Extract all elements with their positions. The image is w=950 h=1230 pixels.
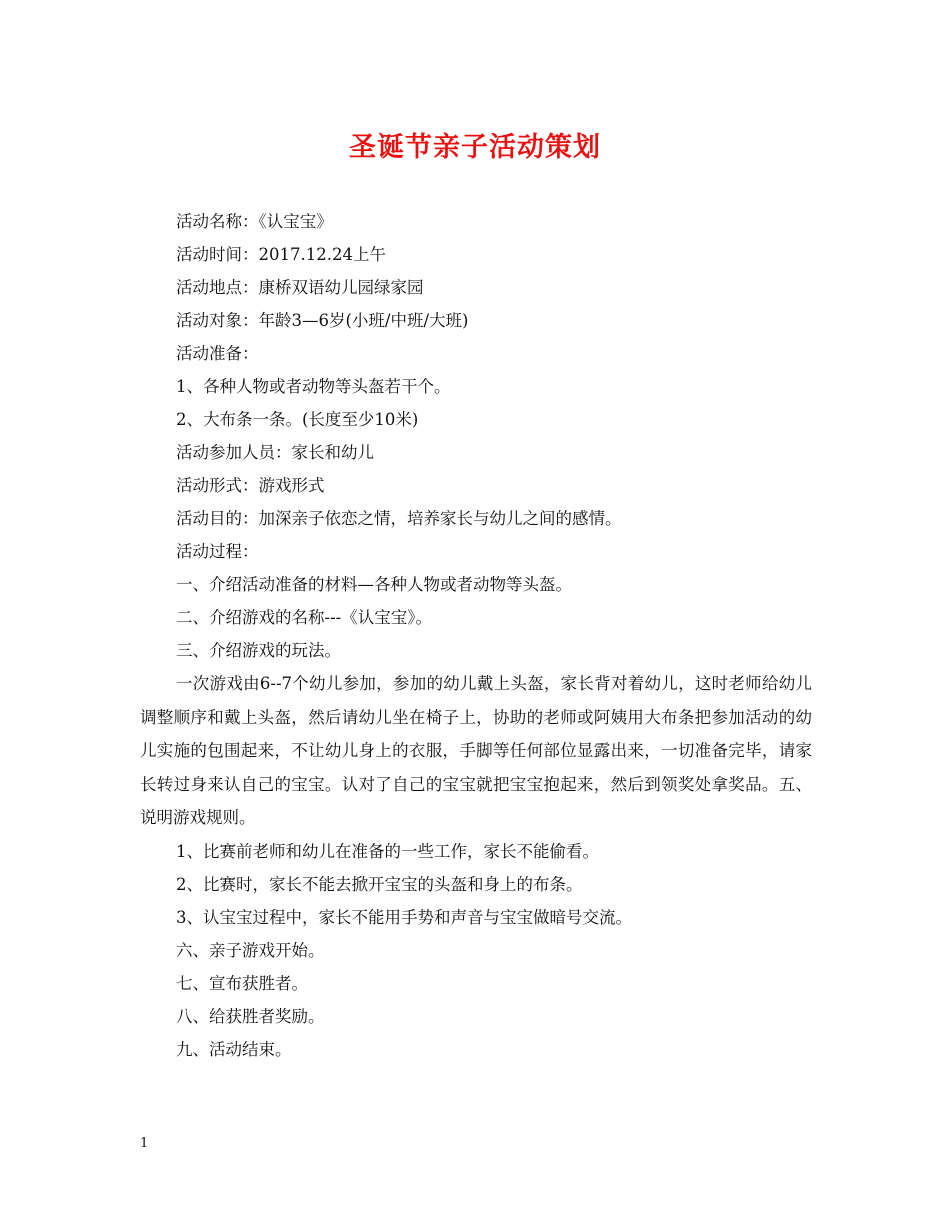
page-title: 圣诞节亲子活动策划	[349, 132, 601, 163]
text-line: 活动对象：年龄3—6岁(小班/中班/大班)	[176, 311, 469, 330]
text-line: 1、各种人物或者动物等头盔若干个。	[176, 377, 451, 396]
text-line: 活动地点：康桥双语幼儿园绿家园	[176, 278, 424, 297]
text-line: 八、给获胜者奖励。	[176, 1006, 325, 1026]
text-line: 活动目的：加深亲子依恋之情，培养家长与幼儿之间的感情。	[176, 509, 622, 528]
text-line: 活动名称：《认宝宝》	[176, 212, 333, 231]
text-line: 二、介绍游戏的名称---《认宝宝》。	[176, 608, 432, 627]
text-line: 活动准备：	[176, 344, 259, 363]
text-line: 活动时间：2017.12.24上午	[176, 245, 386, 264]
text-line: 2、大布条一条。(长度至少10米)	[176, 410, 419, 429]
text-line: 九、活动结束。	[176, 1039, 292, 1059]
document-body	[140, 205, 812, 1066]
page-number: 1	[140, 1136, 149, 1151]
text-line: 六、亲子游戏开始。	[176, 940, 325, 960]
text-line: 2、比赛时，家长不能去掀开宝宝的头盔和身上的布条。	[176, 874, 583, 894]
text-line: 一、介绍活动准备的材料—各种人物或者动物等头盔。	[176, 575, 572, 594]
text-line: 3、认宝宝过程中，家长不能用手势和声音与宝宝做暗号交流。	[176, 907, 632, 927]
text-line: 七、宣布获胜者。	[176, 973, 308, 993]
text-line: 活动形式：游戏形式	[176, 476, 325, 495]
text-line: 活动过程：	[176, 542, 259, 561]
text-line: 三、介绍游戏的玩法。	[176, 641, 341, 660]
top-lines	[140, 205, 812, 667]
bottom-lines	[140, 835, 812, 1066]
game-description-paragraph: 一次游戏由6--7个幼儿参加，参加的幼儿戴上头盔，家长背对着幼儿，这时老师给幼儿调整顺序和戴上头盔，然后请幼儿坐在椅子上，协助的老师或阿姨用大布条把参加活动的幼儿实施的包围起来，不让幼儿身上的衣服，手脚等任何部位显露出来，一切准备完毕，请家长转过身来认自己的宝宝。认对了自己的宝宝就把宝宝抱起来，然后到领奖处拿奖品。五、说明游戏规则。	[140, 674, 812, 827]
text-line: 1、比赛前老师和幼儿在准备的一些工作，家长不能偷看。	[176, 841, 599, 861]
text-line: 活动参加人员：家长和幼儿	[176, 443, 374, 462]
